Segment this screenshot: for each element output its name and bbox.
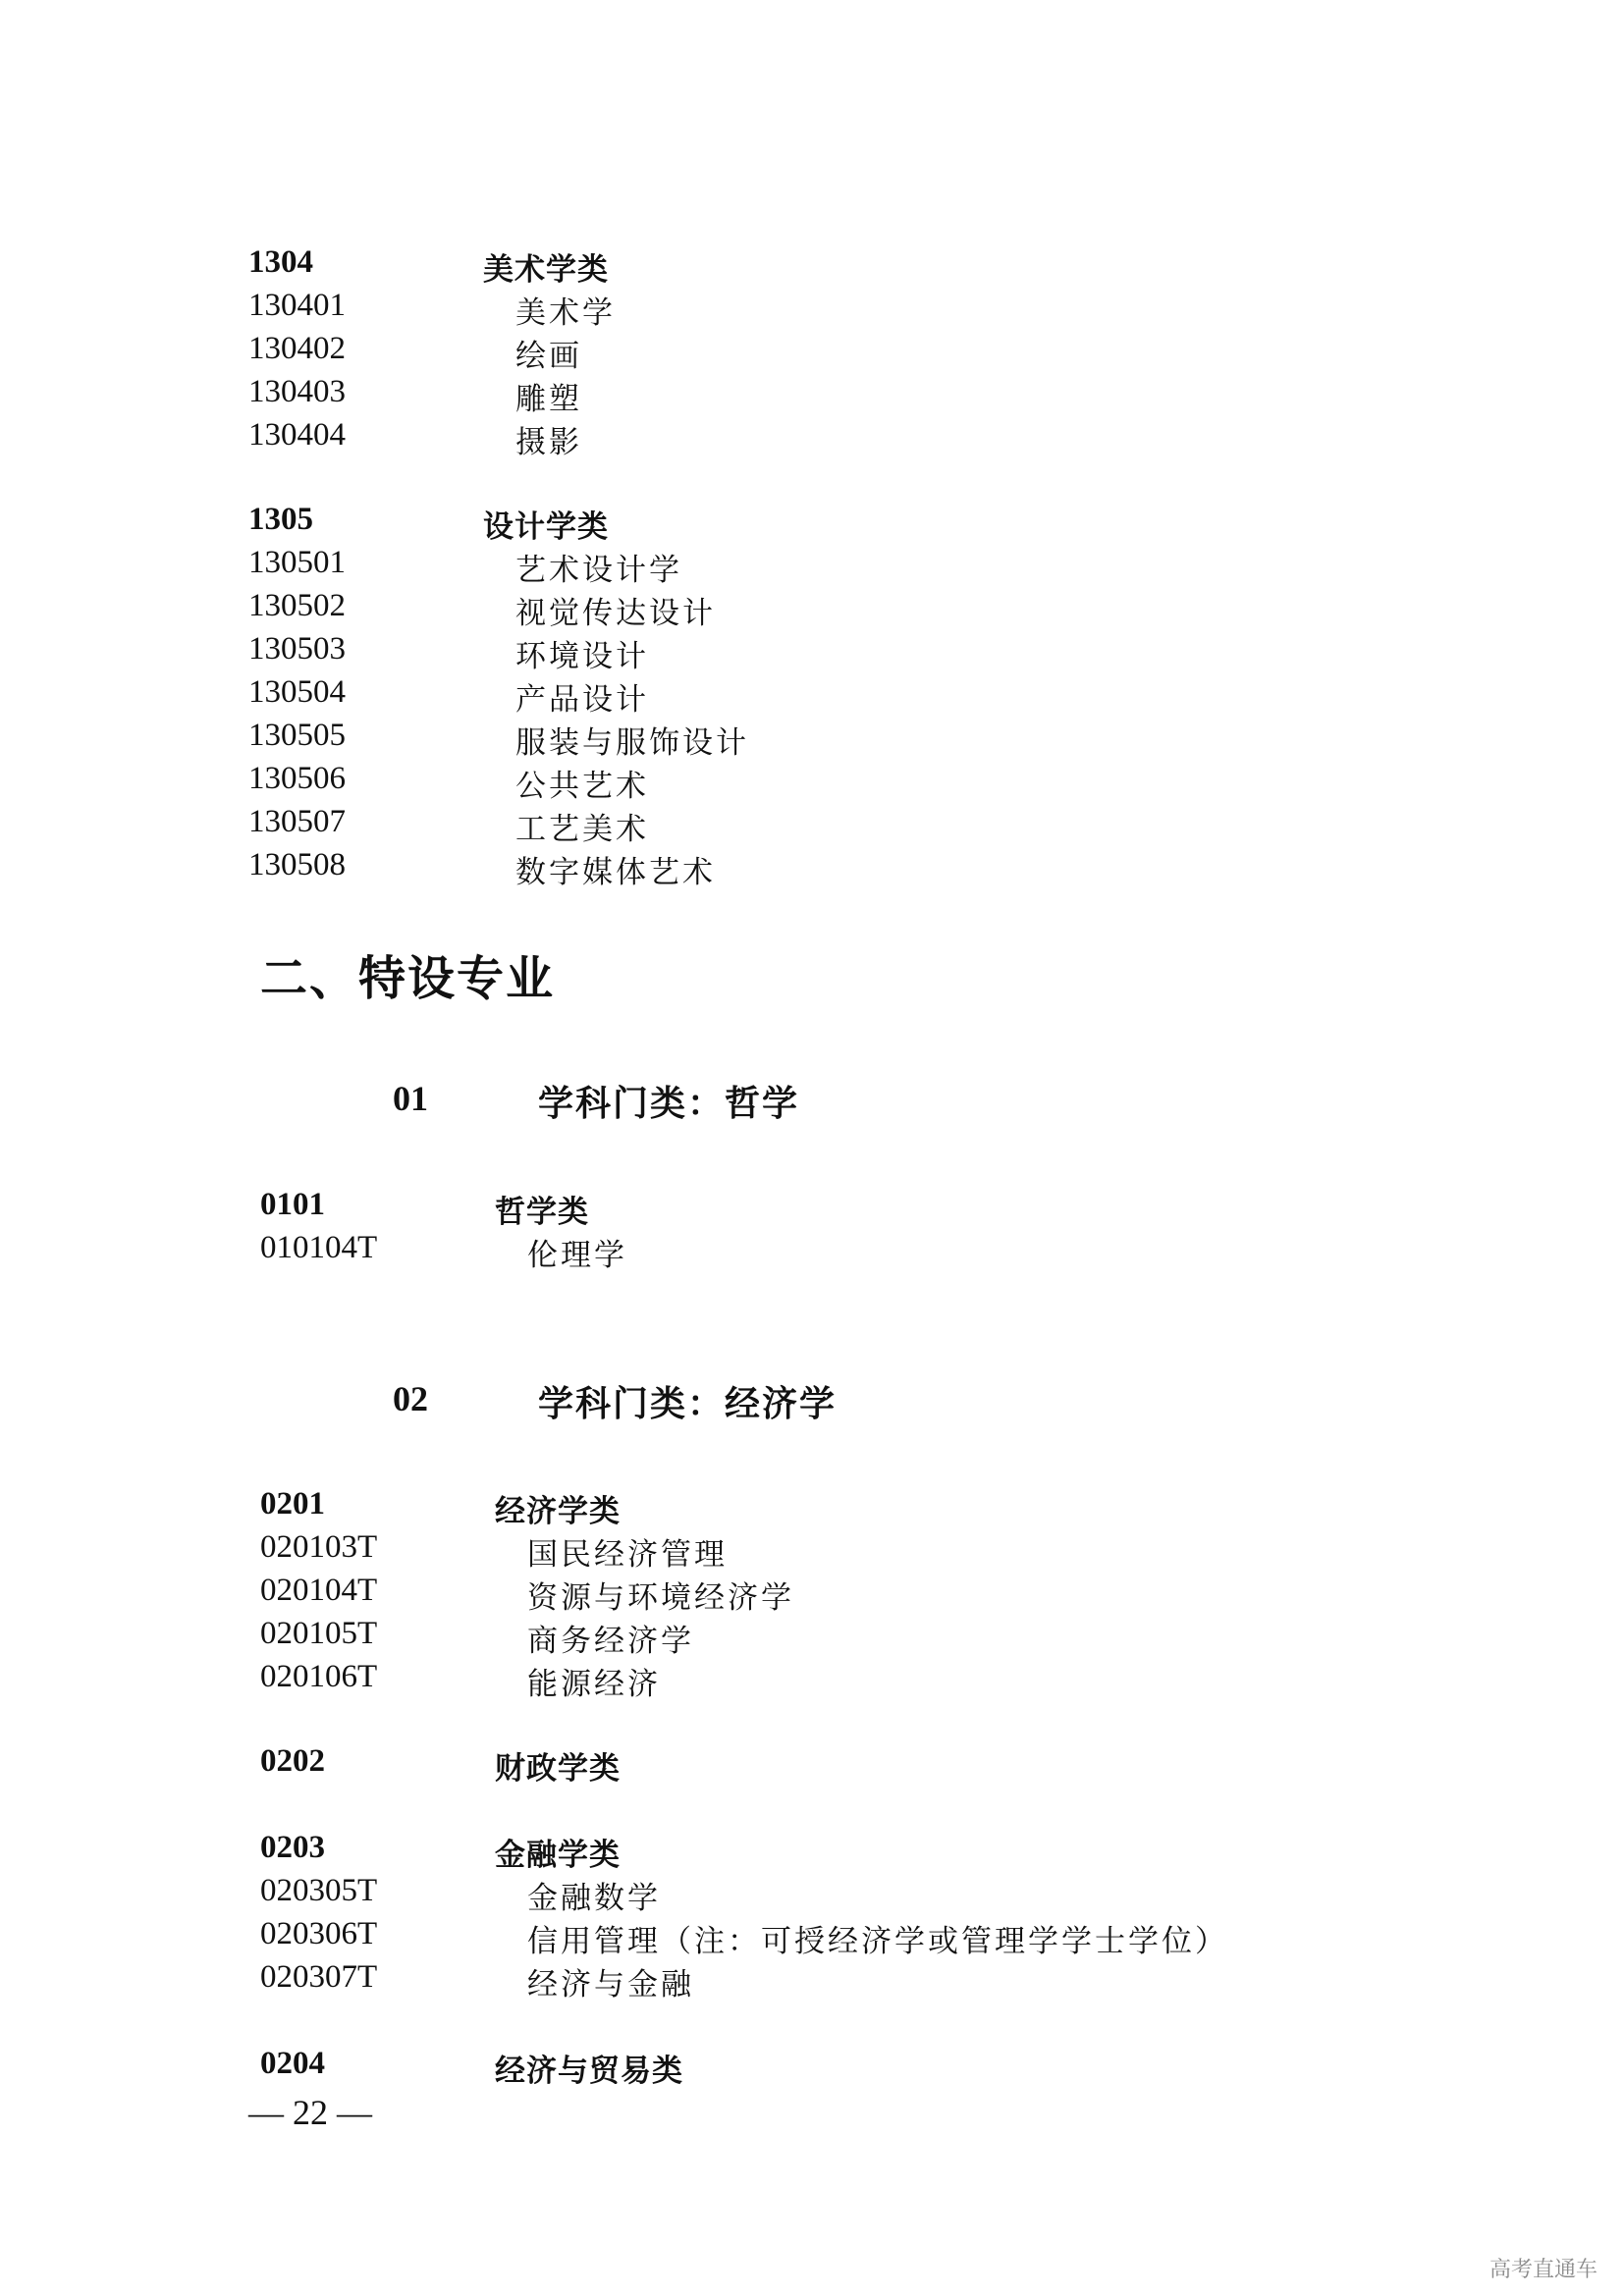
major-name: 经济与金融 [527,1967,694,2002]
major-name: 数字媒体艺术 [515,855,716,890]
major-name: 雕塑 [515,382,582,417]
major-name: 国民经济管理 [527,1537,728,1573]
group-name: 经济学类 [495,1494,621,1529]
major-name: 产品设计 [515,682,649,718]
group-code: 1305 [248,502,313,537]
major-code: 020104T [260,1573,378,1608]
group-name: 金融学类 [495,1838,621,1873]
major-code: 020305T [260,1873,378,1908]
group-code: 1304 [248,244,313,280]
page-number: — 22 — [248,2093,372,2132]
major-code: 130504 [248,674,346,710]
major-name: 能源经济 [527,1667,661,1702]
major-name: 环境设计 [515,639,649,674]
major-code: 020105T [260,1616,378,1651]
major-name: 绘画 [515,339,582,374]
category-label: 学科门类：经济学 [538,1383,838,1424]
group-name: 设计学类 [483,509,609,545]
major-name: 商务经济学 [527,1624,694,1659]
major-code: 130506 [248,761,346,796]
watermark: 高考直通车 [1489,2258,1598,2282]
major-name: 艺术设计学 [515,553,682,588]
group-name: 哲学类 [495,1195,589,1230]
major-name: 金融数学 [527,1881,661,1916]
major-name: 摄影 [515,425,582,460]
group-code: 0204 [260,2046,325,2081]
category-label: 学科门类：哲学 [538,1083,800,1124]
major-name: 工艺美术 [515,812,649,847]
major-name: 公共艺术 [515,769,649,804]
major-code: 130503 [248,631,346,667]
major-name: 资源与环境经济学 [527,1580,794,1616]
group-code: 0203 [260,1830,325,1865]
major-code: 020103T [260,1529,378,1565]
major-name: 伦理学 [527,1238,627,1273]
major-code: 020106T [260,1659,378,1694]
major-code: 130507 [248,804,346,839]
major-code: 130402 [248,331,346,366]
group-code: 0101 [260,1187,325,1222]
major-name: 美术学 [515,295,616,331]
major-name: 服装与服饰设计 [515,725,749,761]
major-code: 130501 [248,545,346,580]
major-code: 130508 [248,847,346,882]
group-name: 美术学类 [483,252,609,288]
major-name: 视觉传达设计 [515,596,716,631]
group-name: 经济与贸易类 [495,2054,683,2089]
major-code: 020307T [260,1959,378,1995]
major-code: 130403 [248,374,346,409]
major-code: 130404 [248,417,346,453]
category-code: 02 [393,1379,428,1418]
group-code: 0201 [260,1486,325,1522]
major-code: 130502 [248,588,346,623]
group-name: 财政学类 [495,1751,621,1787]
section-title: 二、特设专业 [260,951,556,1006]
major-name: 信用管理（注：可授经济学或管理学学士学位） [527,1924,1228,1959]
group-code: 0202 [260,1743,325,1779]
major-code: 010104T [260,1230,378,1265]
category-code: 01 [393,1079,428,1118]
major-code: 020306T [260,1916,378,1951]
major-code: 130505 [248,718,346,753]
major-code: 130401 [248,288,346,323]
